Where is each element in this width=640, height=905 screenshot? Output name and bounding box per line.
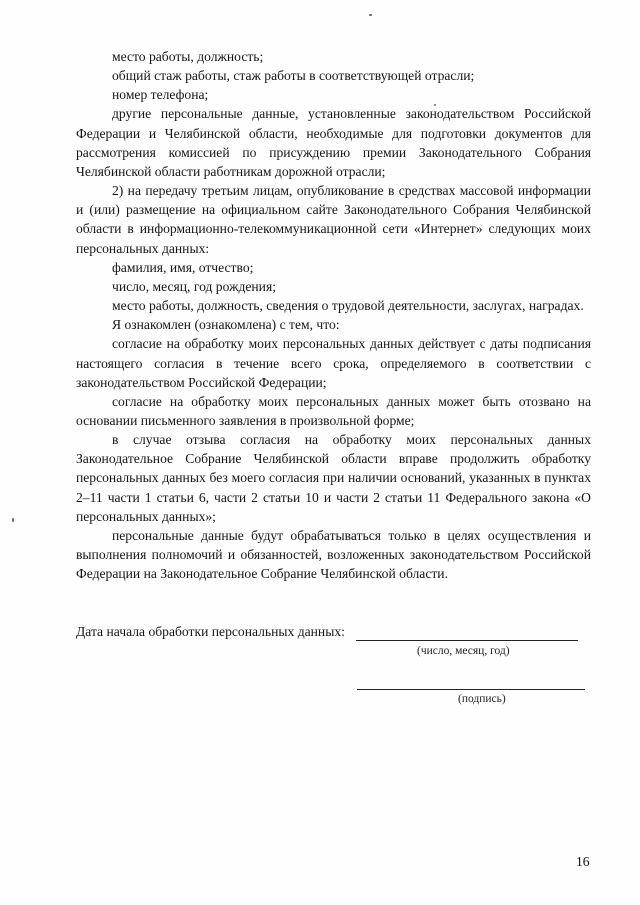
paragraph-workplace: место работы, должность; bbox=[112, 49, 264, 64]
paragraph-workplace-awards: место работы, должность, сведения о трудовой деятельности, заслугах, наградах. bbox=[112, 298, 584, 314]
paragraph-consent-revoke: согласие на обработку моих персональных данных может быть отозвано на основании письменного заявления в произвольной форме; bbox=[76, 393, 591, 428]
date-field-hint: (число, месяц, год) bbox=[417, 645, 510, 657]
page-number: 16 bbox=[576, 854, 590, 869]
paragraph-acknowledged: Я ознакомлен (ознакомлена) с тем, что: bbox=[112, 317, 340, 333]
paragraph-work-experience: общий стаж работы, стаж работы в соответствующей отрасли; bbox=[112, 68, 475, 84]
scan-speck bbox=[12, 518, 14, 522]
paragraph-birth-date: число, месяц, год рождения; bbox=[112, 278, 276, 294]
paragraph-full-name: фамилия, имя, отчество; bbox=[112, 259, 254, 275]
scan-speck bbox=[434, 104, 436, 106]
date-field bbox=[76, 624, 596, 657]
signature-blank-line[interactable] bbox=[357, 689, 585, 690]
paragraph-third-parties: 2) на передачу третьим лицам, опубликование в средствах массовой информации и (или) размещение на официальном сайте Законодательного Собрания Челябинской области в информационно-телекоммуникационной сети «Интернет» следующих моих персональных данных: bbox=[76, 183, 591, 256]
paragraph-other-data: другие персональные данные, установленные законодательством Российской Федерации и Челябинской области, необходимые для подготовки документов для рассмотрения комиссией по присуждению премии Законодательного Собрания Челябинской области работникам дорожной отрасли; bbox=[76, 106, 591, 179]
paragraph-processing-purpose: персональные данные будут обрабатываться только в целях осуществления и выполнения полномочий и обязанностей, возложенных законодательством Российской Федерации на Законодательное Собрание Челябинской области. bbox=[76, 527, 591, 582]
paragraph-phone: номер телефона; bbox=[112, 87, 209, 103]
paragraph-revoke-case: в случае отзыва согласия на обработку моих персональных данных Законодательное Собрание Челябинской области вправе продолжить обработку персональных данных без моего согласия при наличии оснований, указанных в пунктах 2–11 части 1 статьи 6, части 2 статьи 10 и части 2 статьи 11 Федерального закона «О персональных данных»; bbox=[76, 432, 591, 524]
consent-text bbox=[76, 47, 591, 583]
date-field-label: Дата начала обработки персональных данных: bbox=[76, 624, 345, 639]
signature-hint: (подпись) bbox=[458, 693, 506, 705]
paragraph-consent-term: согласие на обработку моих персональных данных действует с даты подписания настоящего согласия в течение всего срока, определяемого в соответствии с законодательством Российской Федерации; bbox=[76, 336, 591, 390]
scan-speck bbox=[369, 14, 372, 16]
date-blank-line[interactable] bbox=[356, 640, 578, 641]
